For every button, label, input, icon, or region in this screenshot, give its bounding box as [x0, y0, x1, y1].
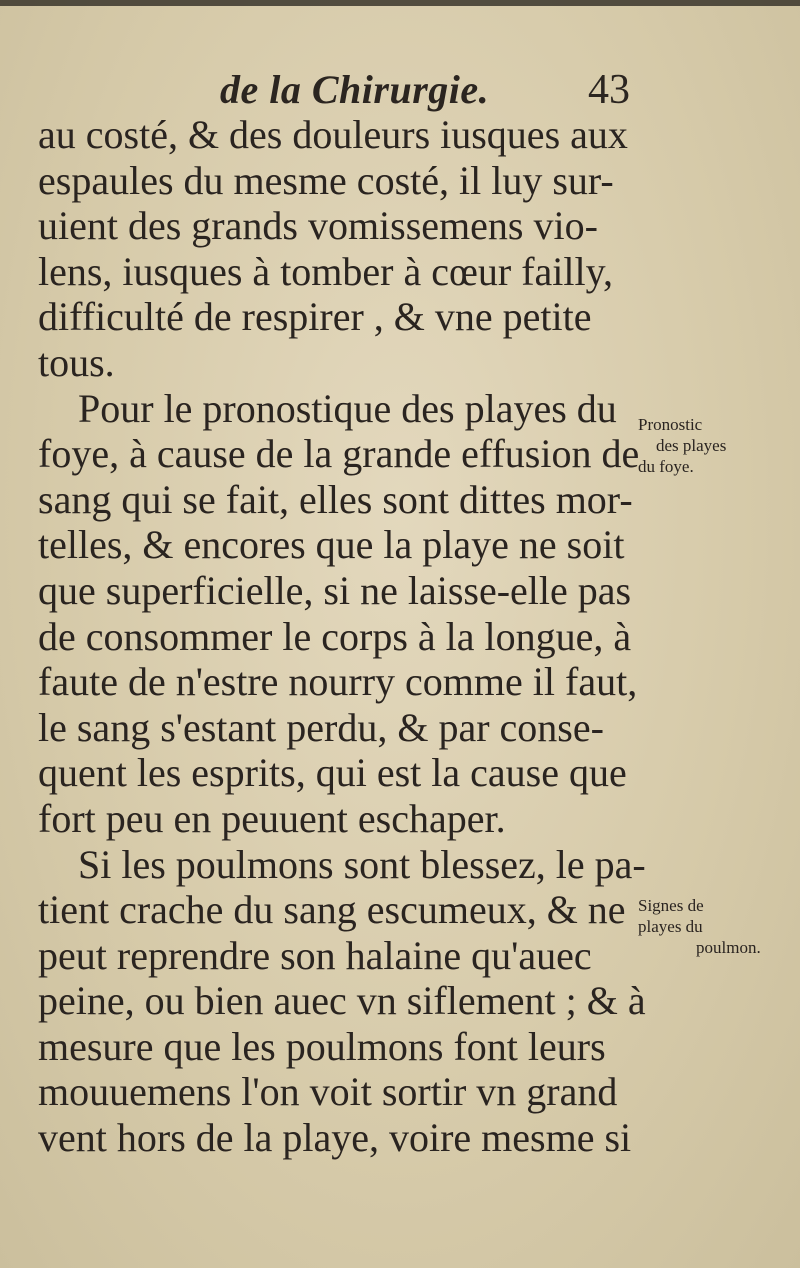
text-line: faute de n'estre nourry comme il faut, — [38, 659, 638, 705]
text-line: uient des grands vomissemens vio- — [38, 203, 598, 249]
running-title: de la Chirurgie. — [220, 67, 490, 112]
text-line: mesure que les poulmons font leurs — [38, 1023, 606, 1069]
margin-note-line: du foye. — [638, 457, 694, 476]
text-line: le sang s'estant perdu, & par conse- — [38, 704, 604, 750]
margin-note-pronostic — [638, 414, 726, 477]
text-line: Si les poulmons sont blessez, le pa- — [38, 841, 646, 887]
text-line: fort peu en peuuent eschaper. — [38, 795, 506, 841]
text-line: vent hors de la playe, voire mesme si — [38, 1115, 632, 1161]
text-line: que superficielle, si ne laisse-elle pas — [38, 567, 632, 613]
text-line: peut reprendre son halaine qu'auec — [38, 932, 592, 978]
text-line: au costé, & des douleurs iusques aux — [38, 112, 628, 157]
text-line: peine, ou bien auec vn siflement ; & à — [38, 978, 646, 1024]
margin-note-line: poulmon. — [696, 938, 761, 957]
text-line: quent les esprits, qui est la cause que — [38, 750, 627, 796]
text-line: mouuemens l'on voit sortir vn grand — [38, 1069, 618, 1115]
text-line: telles, & encores que la playe ne soit — [38, 522, 625, 568]
margin-note-line: Signes de — [638, 896, 704, 915]
text-line: Pour le pronostique des playes du — [38, 385, 617, 431]
page-top-edge — [0, 0, 800, 6]
text-line: espaules du mesme costé, il luy sur- — [38, 157, 614, 203]
margin-note-line: playes du — [638, 917, 703, 936]
text-line: difficulté de respirer , & vne petite — [38, 294, 592, 340]
text-line: lens, iusques à tomber à cœur failly, — [38, 248, 614, 294]
text-line: tous. — [38, 339, 115, 385]
page-number: 43 — [588, 67, 630, 113]
margin-note-line: des playes — [656, 436, 727, 455]
margin-note-signes — [638, 895, 761, 958]
text-line: tient crache du sang escumeux, & ne — [38, 887, 626, 933]
body-text — [38, 112, 646, 1161]
margin-note-line: Pronostic — [638, 415, 703, 434]
text-line: de consommer le corps à la longue, à — [38, 613, 632, 659]
text-line: foye, à cause de la grande effusion de — [38, 431, 640, 477]
text-line: sang qui se fait, elles sont dittes mor- — [38, 476, 633, 522]
